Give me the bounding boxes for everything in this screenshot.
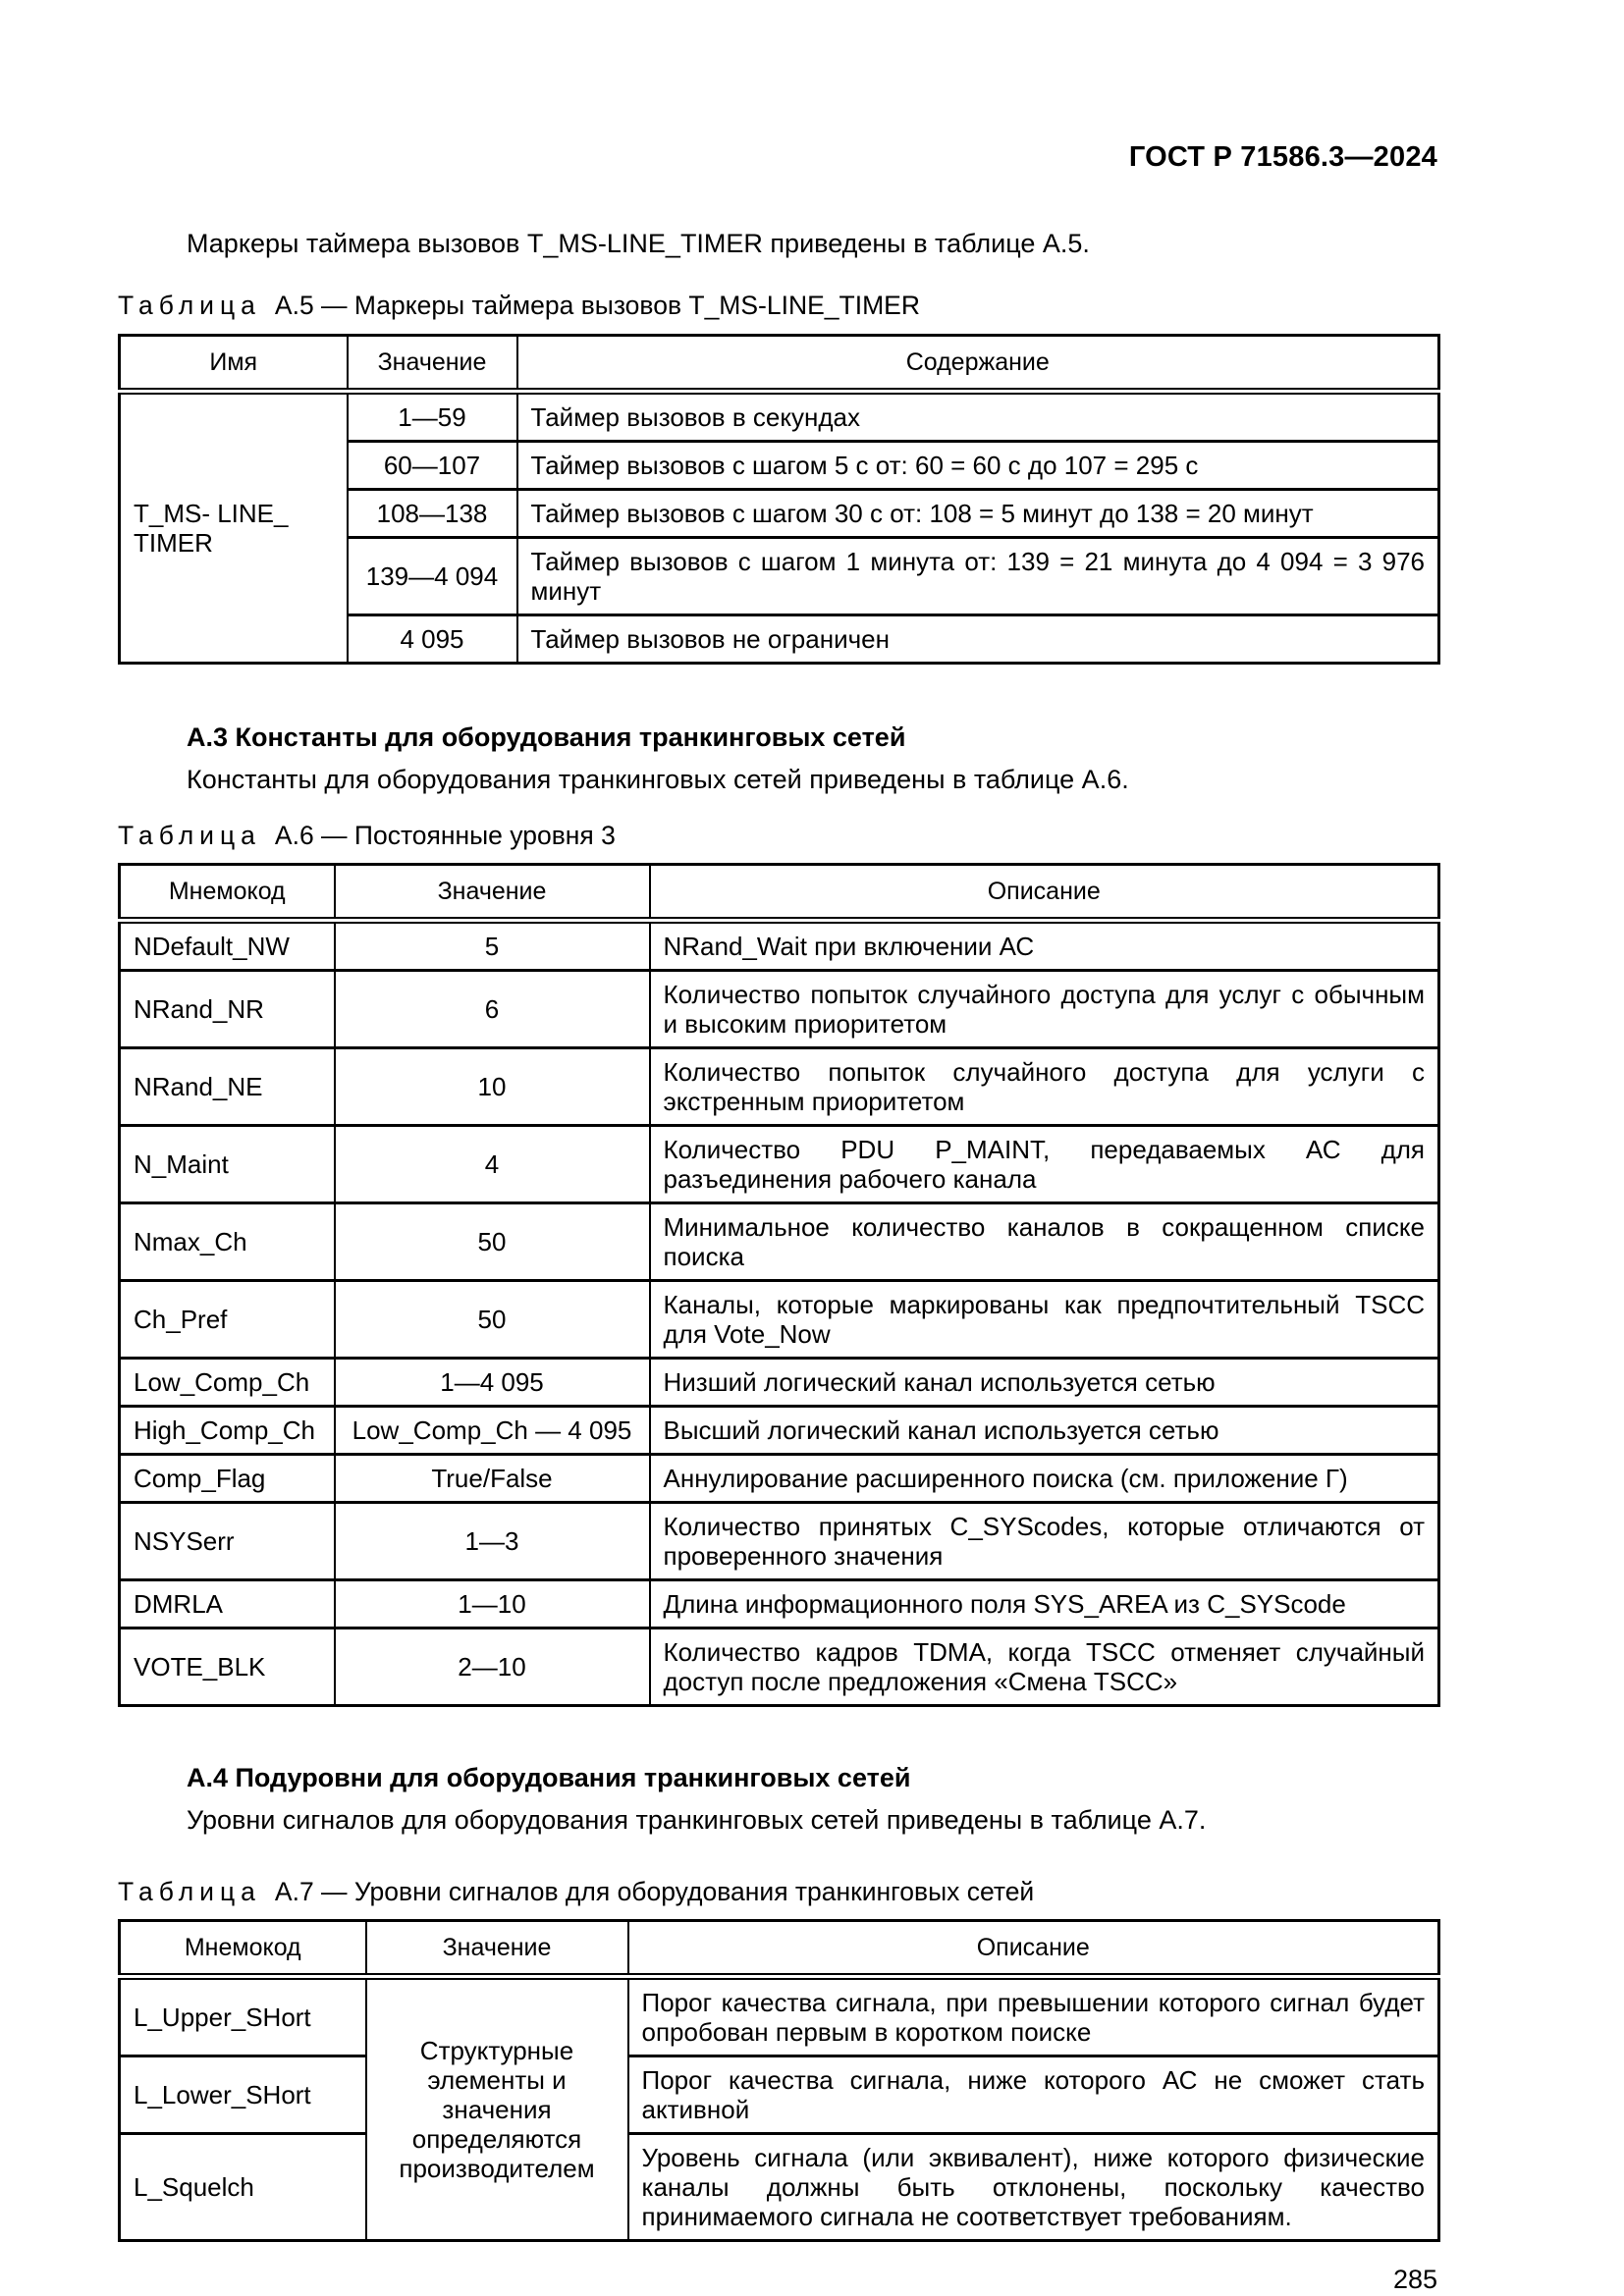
section-a3-paragraph: Константы для оборудования транкинговых сетей приведены в таблице А.6. [187,764,1129,794]
intro-paragraph: Маркеры таймера вызовов T_MS-LINE_TIMER приведены в таблице А.5. [187,229,1090,259]
table-row [120,1454,1439,1502]
cell-value: 1—4 095 [335,1358,650,1406]
table-a7-col-mnemonic: Мнемокод [120,1921,366,1977]
doc-header: ГОСТ Р 71586.3—2024 [1128,141,1437,173]
table-a6-col-desc: Описание [650,864,1439,920]
cell-value: 5 [335,920,650,970]
table-a7-caption-word: Таблица [118,1876,261,1906]
cell-mnemonic: L_Lower_SHort [120,2056,366,2134]
cell-desc: Таймер вызовов с шагом 30 с от: 108 = 5 минут до 138 = 20 минут [517,489,1439,537]
cell-desc: Каналы, которые маркированы как предпочтительный TSCC для Vote_Now [650,1280,1439,1358]
table-a5-header-row [120,335,1439,391]
section-a4-heading: А.4 Подуровни для оборудования транкинговых сетей [187,1762,911,1792]
cell-value: 50 [335,1280,650,1358]
cell-mnemonic: DMRLA [120,1579,335,1628]
cell-value: 1—59 [348,391,517,441]
table-row [120,1406,1439,1454]
table-a6-caption [118,820,1437,851]
cell-desc: Таймер вызовов с шагом 1 минута от: 139 = 21 минута до 4 094 = 3 976 минут [517,537,1439,614]
table-a5-caption [118,290,1437,321]
cell-mnemonic: L_Squelch [120,2134,366,2241]
cell-desc: Количество PDU P_MAINT, передаваемых АС для разъединения рабочего канала [650,1125,1439,1202]
table-row [120,2134,1439,2241]
table-row [120,1502,1439,1579]
table-row [120,391,1439,441]
timer-name-cell: T_MS- LINE_ TIMER [120,391,348,663]
cell-desc: Количество попыток случайного доступа для услуг с обычным и высоким приоритетом [650,970,1439,1047]
table-a6-col-value: Значение [335,864,650,920]
page-number: 285 [1392,2265,1437,2295]
cell-mnemonic: NRand_NR [120,970,335,1047]
section-a3-heading: А.3 Константы для оборудования транкинговых сетей [187,721,906,752]
cell-desc: Аннулирование расширенного поиска (см. приложение Г) [650,1454,1439,1502]
cell-value: 60—107 [348,441,517,489]
table-row [120,1628,1439,1705]
cell-desc: Порог качества сигнала, ниже которого АС не сможет стать активной [628,2056,1439,2134]
table-a7-col-value: Значение [366,1921,628,1977]
table-a7 [118,1919,1440,2242]
cell-mnemonic: NDefault_NW [120,920,335,970]
cell-desc: Длина информационного поля SYS_AREA из C_SYScode [650,1579,1439,1628]
cell-desc: Таймер вызовов не ограничен [517,614,1439,663]
table-a6 [118,863,1440,1707]
cell-value: 1—10 [335,1579,650,1628]
cell-value: 50 [335,1202,650,1280]
cell-desc: Количество принятых C_SYScodes, которые отличаются от проверенного значения [650,1502,1439,1579]
table-a5-caption-text: А.5 — Маркеры таймера вызовов T_MS-LINE_TIMER [274,291,920,321]
cell-value: 2—10 [335,1628,650,1705]
cell-mnemonic: High_Comp_Ch [120,1406,335,1454]
cell-mnemonic: L_Upper_SHort [120,1977,366,2056]
cell-desc: NRand_Wait при включении АС [650,920,1439,970]
table-a5 [118,334,1440,665]
merged-value-cell: Структурные элементы и значения определяются производителем [366,1977,628,2241]
section-a4-paragraph: Уровни сигналов для оборудования транкинговых сетей приведены в таблице А.7. [187,1804,1207,1835]
table-row [120,1047,1439,1125]
table-a6-caption-word: Таблица [118,820,261,850]
cell-desc: Таймер вызовов в секундах [517,391,1439,441]
table-row [120,970,1439,1047]
table-row [120,1358,1439,1406]
table-a7-caption-text: А.7 — Уровни сигналов для оборудования транкинговых сетей [274,1876,1035,1906]
table-a7-header-row [120,1921,1439,1977]
table-row [120,1579,1439,1628]
cell-mnemonic: NRand_NE [120,1047,335,1125]
table-a6-caption-text: А.6 — Постоянные уровня 3 [274,820,616,850]
cell-value: 6 [335,970,650,1047]
cell-mnemonic: Comp_Flag [120,1454,335,1502]
table-a7-caption [118,1876,1437,1907]
cell-value: 139—4 094 [348,537,517,614]
cell-mnemonic: VOTE_BLK [120,1628,335,1705]
table-a5-caption-word: Таблица [118,291,261,321]
cell-value: 4 [335,1125,650,1202]
cell-value: 10 [335,1047,650,1125]
cell-value: True/False [335,1454,650,1502]
cell-desc: Количество попыток случайного доступа для услуги с экстренным приоритетом [650,1047,1439,1125]
table-row [120,1202,1439,1280]
cell-desc: Низший логический канал используется сетью [650,1358,1439,1406]
cell-desc: Уровень сигнала (или эквивалент), ниже которого физические каналы должны быть отклонены, поскольку качество принимаемого сигнала не соответствует требованиям. [628,2134,1439,2241]
table-a5-col-name: Имя [120,335,348,391]
table-a6-col-mnemonic: Мнемокод [120,864,335,920]
cell-value: Low_Comp_Ch — 4 095 [335,1406,650,1454]
table-a5-col-desc: Содержание [517,335,1439,391]
table-row [120,1280,1439,1358]
cell-value: 108—138 [348,489,517,537]
cell-desc: Минимальное количество каналов в сокращенном списке поиска [650,1202,1439,1280]
table-row [120,2056,1439,2134]
table-row [120,920,1439,970]
cell-value: 1—3 [335,1502,650,1579]
table-a7-col-desc: Описание [628,1921,1439,1977]
cell-mnemonic: Nmax_Ch [120,1202,335,1280]
cell-mnemonic: N_Maint [120,1125,335,1202]
cell-mnemonic: Ch_Pref [120,1280,335,1358]
cell-desc: Количество кадров TDMA, когда TSCC отменяет случайный доступ после предложения «Смена TSCC» [650,1628,1439,1705]
cell-value: 4 095 [348,614,517,663]
cell-desc: Порог качества сигнала, при превышении которого сигнал будет опробован первым в коротком поиске [628,1977,1439,2056]
cell-desc: Высший логический канал используется сетью [650,1406,1439,1454]
table-row [120,1977,1439,2056]
table-a5-col-value: Значение [348,335,517,391]
cell-mnemonic: NSYSerr [120,1502,335,1579]
table-row [120,1125,1439,1202]
cell-mnemonic: Low_Comp_Ch [120,1358,335,1406]
table-a6-header-row [120,864,1439,920]
cell-desc: Таймер вызовов с шагом 5 с от: 60 = 60 с до 107 = 295 с [517,441,1439,489]
